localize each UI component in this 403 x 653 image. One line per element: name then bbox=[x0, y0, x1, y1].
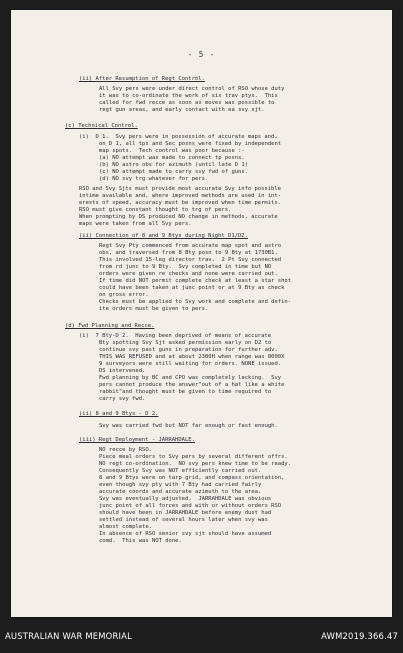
body-line: RSO must give constant thought to trg of pers. bbox=[79, 207, 232, 213]
heading-fwd-planning: (d) Fwd Planning and Recce. bbox=[65, 323, 155, 329]
body-line: should have been in JARRAHDALE before enemy dust had bbox=[99, 510, 272, 516]
body-line: DS intervened. bbox=[99, 368, 146, 374]
body-line: Piece meal orders to Svy pers by several different offrs. bbox=[99, 454, 288, 460]
footer-accession-number: AWM2019.366.47 bbox=[321, 631, 398, 641]
body-line: orders were given re checks and none were carried out. bbox=[99, 271, 278, 277]
body-line: carry svy fwd. bbox=[99, 396, 146, 402]
body-line: Bty spotting Svy Sjt asked permission early on D2 to bbox=[99, 340, 272, 346]
body-line: maps were taken from all Svy pers. bbox=[79, 221, 192, 227]
body-line: If time did NOT permit complete check at least a star shot bbox=[99, 278, 292, 284]
list-item: (b) NO astro obs for azimuth (until late D 1) bbox=[99, 162, 249, 168]
body-line: 9 surveyors were still waiting for orders. NONE issued. bbox=[99, 361, 282, 367]
heading-8-9-btys: (ii) 8 and 9 Btys - D 2. bbox=[79, 411, 159, 417]
body-line: obs, and traversed from 8 Bty posn to 9 Bty at 1730B1. bbox=[99, 250, 278, 256]
heading-connection-btys: (ii) Connection of 8 and 9 Btys during Night D1/D2. bbox=[79, 233, 248, 239]
body-line: comd. This was NOT done. bbox=[99, 538, 182, 544]
list-item: (a) NO attempt was made to connect tp posns. bbox=[99, 155, 245, 161]
body-line: pers cannot produce the answer"out of a hat like a white bbox=[99, 382, 285, 388]
body-line: rabbit"and thought must be given to time required to bbox=[99, 389, 272, 395]
body-line: map spots. Tech control was poor because :- bbox=[99, 148, 245, 154]
archive-footer bbox=[0, 619, 403, 653]
heading-technical-control: (c) Technical Control. bbox=[65, 123, 138, 129]
body-line: NO regt co-ordination. NO svy pers knew time to be ready. bbox=[99, 461, 292, 467]
body-line: (i) 7 Bty-D 2. Having been deprived of means of accurate bbox=[79, 333, 272, 339]
body-line: All Svy pers were under direct control of RSO whose duty bbox=[99, 86, 285, 92]
body-line: intime available and, where improved methods are used in int- bbox=[79, 193, 281, 199]
body-line: could have been taken at junc point or at 9 Bty as check bbox=[99, 285, 285, 291]
body-line: (i) D 1. Svy pers were in possession of accurate maps and, bbox=[79, 134, 278, 140]
body-line: RSO and Svy Sjts must provide most accurate Svy info possible bbox=[79, 186, 281, 192]
list-item: (c) NO attempt made to carry svy fwd of guns. bbox=[99, 169, 249, 175]
body-line: erests of speed, accuracy must be improved when time permits. bbox=[79, 200, 281, 206]
body-line: called for fwd recce as soon as moves was possible to bbox=[99, 100, 275, 106]
body-line: When prompting by DS produced NO change in methods, accurate bbox=[79, 214, 278, 220]
body-line: Consequently Svy was NOT efficiently carried out. bbox=[99, 468, 262, 474]
document-page bbox=[11, 10, 392, 617]
body-line: settled instead of several hours later when svy was bbox=[99, 517, 268, 523]
body-line: regt gun areas, and early contact with ea svy sjt. bbox=[99, 107, 265, 113]
body-line: even though svy pty with 7 Bty had carried fairly bbox=[99, 482, 262, 488]
body-line: continue svy past guns in preparation for further adv. bbox=[99, 347, 278, 353]
page-number: - 5 - bbox=[187, 50, 216, 59]
body-line: accurate coords and accurate azimuth to the area. bbox=[99, 489, 262, 495]
body-line: ite orders must be given to pers. bbox=[99, 306, 209, 312]
body-line: This involved 15-leg director trav. 2 Pt Svy connected bbox=[99, 257, 282, 263]
body-line: NO recce by RSO. bbox=[99, 447, 152, 453]
body-line: almost complete. bbox=[99, 524, 152, 530]
heading-regt-deployment: (iii) Regt Deployment - JARRAHDALE. bbox=[79, 437, 195, 443]
body-line: Svy was carried fwd but NOT far enough or fast enough. bbox=[99, 423, 278, 429]
body-line: Svy was eventually adjusted. JARRAHDALE was obvious bbox=[99, 496, 272, 502]
body-line: Checks must be applied to Svy work and complete and defin- bbox=[99, 299, 292, 305]
body-line: from rd junc to 9 Bty. Svy completed in time but NO bbox=[99, 264, 272, 270]
body-line: Fwd planning by BC and CPO was completely lacking. Svy bbox=[99, 375, 282, 381]
body-line: junc point of all forces and with or without orders RSO bbox=[99, 503, 282, 509]
body-line: it was to co-ordinate the work of six trav ptys. This bbox=[99, 93, 278, 99]
body-line: on D 1, all tps and Sec posns were fixed by independent bbox=[99, 141, 282, 147]
body-line: on gross error. bbox=[99, 292, 149, 298]
body-line: In absence of RSO senior svy sjt should have assumed bbox=[99, 531, 272, 537]
body-line: THIS WAS REFUSED and at about 2300H when range was 8000X bbox=[99, 354, 285, 360]
body-line: 8 and 9 Btys were on tarp grid, and compass orientation, bbox=[99, 475, 285, 481]
footer-institution: AUSTRALIAN WAR MEMORIAL bbox=[5, 631, 132, 641]
heading-after-resumption: (ii) After Resumption of Regt Control. bbox=[79, 76, 205, 82]
list-item: (d) NO svy trg whatever for pers. bbox=[99, 176, 209, 182]
body-line: Regt Svy Pty commenced from accurate map spot and astro bbox=[99, 243, 282, 249]
